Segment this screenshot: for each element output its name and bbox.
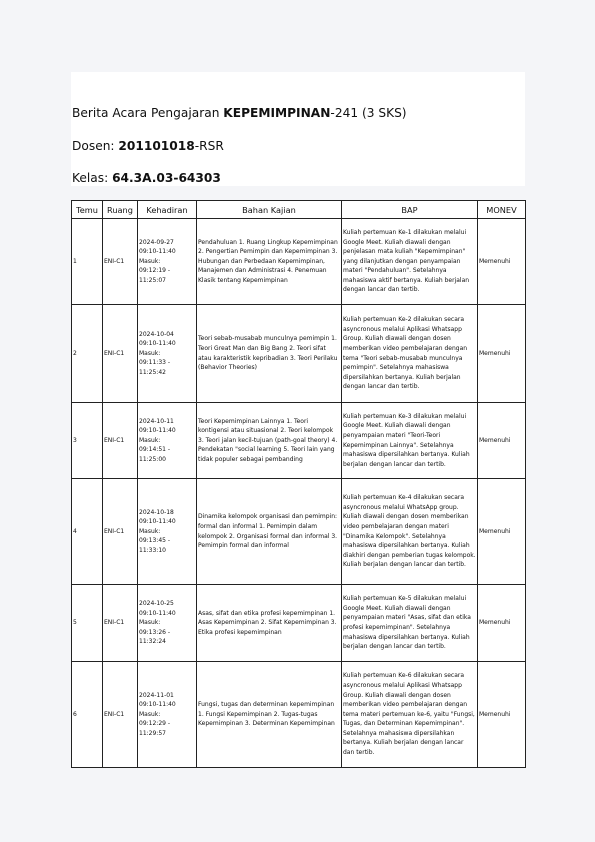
table-row <box>72 585 526 662</box>
cell-kehadiran <box>138 662 197 768</box>
cell-kehadiran <box>138 305 197 403</box>
table-row <box>72 219 526 305</box>
cell-monev: Memenuhi <box>478 305 526 403</box>
kehadiran-masuk-label: Masuk: <box>139 527 161 535</box>
cell-temu: 2 <box>72 305 103 403</box>
title-prefix: Berita Acara Pengajaran <box>72 106 224 120</box>
cell-bahan-kajian: Fungsi, tugas dan determinan kepemimpinan 1. Fungsi Kepemimpinan 2. Tugas-tugas Kepemimpinan 3. Determinan Kepemimpinan <box>197 662 342 768</box>
cell-monev: Memenuhi <box>478 479 526 585</box>
kehadiran-masuk-label: Masuk: <box>139 257 161 265</box>
header-bahan-kajian: Bahan Kajian <box>197 201 342 219</box>
course-suffix: -241 (3 SKS) <box>330 106 407 120</box>
kehadiran-jam: 09:10-11:40 <box>139 248 176 256</box>
header-panel <box>71 72 525 186</box>
kehadiran-masuk-label: Masuk: <box>139 349 161 357</box>
dosen-label: Dosen: <box>72 139 119 153</box>
course-name: KEPEMIMPINAN <box>223 106 331 120</box>
table-row <box>72 403 526 479</box>
kehadiran-keluar: 11:32:24 <box>139 638 166 646</box>
kehadiran-masuk: 09:12:29 - <box>139 720 171 728</box>
kehadiran-masuk: 09:11:33 - <box>139 359 171 367</box>
kehadiran-keluar: 11:25:00 <box>139 455 166 463</box>
header-ruang: Ruang <box>103 201 138 219</box>
kehadiran-masuk: 09:14:51 - <box>139 446 171 454</box>
cell-temu: 4 <box>72 479 103 585</box>
cell-bahan-kajian: Pendahuluan 1. Ruang Lingkup Kepemimpinan 2. Pengertian Pemimpin dan Kepemimpinan 3. Hubungan dan Perbedaan Kepemimpinan, Manajemen dan Administrasi 4. Penemuan Klasik tentang Kepemimpinan <box>197 219 342 305</box>
kelas-label: Kelas: <box>72 171 113 185</box>
cell-ruang: ENI-C1 <box>103 305 138 403</box>
table-row <box>72 305 526 403</box>
header-temu: Temu <box>72 201 103 219</box>
kehadiran-jam: 09:10-11:40 <box>139 701 176 709</box>
bap-table <box>71 200 526 768</box>
cell-ruang: ENI-C1 <box>103 662 138 768</box>
cell-kehadiran <box>138 219 197 305</box>
cell-kehadiran <box>138 585 197 662</box>
dosen-id: 201101018 <box>118 139 195 153</box>
kehadiran-tanggal: 2024-10-04 <box>139 330 174 338</box>
kehadiran-keluar: 11:33:10 <box>139 546 166 554</box>
cell-monev: Memenuhi <box>478 585 526 662</box>
kehadiran-masuk: 09:12:19 - <box>139 267 171 275</box>
kehadiran-masuk: 09:13:45 - <box>139 537 171 545</box>
kehadiran-masuk-label: Masuk: <box>139 710 161 718</box>
cell-bap: Kuliah pertemuan Ke-1 dilakukan melalui Google Meet. Kuliah diawali dengan penjelasan mata kuliah "Kepemimpinan" yang dilanjutkan dengan penyampaian materi "Pendahuluan". Setelahnya mahasiswa aktif bertanya. Kuliah berjalan dengan lancar dan tertib. <box>342 219 478 305</box>
kehadiran-masuk-label: Masuk: <box>139 619 161 627</box>
kehadiran-jam: 09:10-11:40 <box>139 427 176 435</box>
kehadiran-tanggal: 2024-10-25 <box>139 600 174 608</box>
table-row <box>72 479 526 585</box>
kehadiran-keluar: 11:25:07 <box>139 276 166 284</box>
kelas-line <box>72 171 221 185</box>
kehadiran-tanggal: 2024-11-01 <box>139 691 174 699</box>
dosen-line <box>72 139 224 153</box>
cell-temu: 5 <box>72 585 103 662</box>
dosen-suffix: -RSR <box>194 139 224 153</box>
cell-ruang: ENI-C1 <box>103 585 138 662</box>
kehadiran-tanggal: 2024-09-27 <box>139 238 174 246</box>
cell-kehadiran <box>138 403 197 479</box>
cell-bap: Kuliah pertemuan Ke-6 dilakukan secara asyncronous melalui Aplikasi Whatsapp Group. Kuliah diawali dengan dosen memberikan video pembelajaran dengan tema materi pertemuan ke-6, yaitu "Fungsi, Tugas, dan Determinan Kepemimpinan". Setelahnya mahasiswa dipersilahkan bertanya. Kuliah berjalan dengan lancar dan tertib. <box>342 662 478 768</box>
cell-ruang: ENI-C1 <box>103 219 138 305</box>
cell-bap: Kuliah pertemuan Ke-4 dilakukan secara asyncronous melalui WhatsApp group. Kuliah diawali dengan dosen memberikan video pembelajaran dengan materi "Dinamika Kelompok". Setelahnya mahasiswa dipersilahkan bertanya. Kuliah diakhiri dengan pemberian tugas kelompok. Kuliah berjalan dengan lancar dan tertib. <box>342 479 478 585</box>
cell-bahan-kajian: Dinamika kelompok organisasi dan pemimpin: formal dan informal 1. Pemimpin dalam kelompok 2. Organisasi formal dan informal 3. Pemimpin formal dan informal <box>197 479 342 585</box>
cell-monev: Memenuhi <box>478 219 526 305</box>
kehadiran-tanggal: 2024-10-18 <box>139 508 174 516</box>
kehadiran-jam: 09:10-11:40 <box>139 609 176 617</box>
document-title <box>72 106 407 120</box>
header-kehadiran: Kehadiran <box>138 201 197 219</box>
cell-temu: 3 <box>72 403 103 479</box>
cell-monev: Memenuhi <box>478 403 526 479</box>
cell-temu: 6 <box>72 662 103 768</box>
table-row <box>72 662 526 768</box>
cell-ruang: ENI-C1 <box>103 479 138 585</box>
cell-bahan-kajian: Asas, sifat dan etika profesi kepemimpinan 1. Asas Kepemimpinan 2. Sifat Kepemimpinan 3. Etika profesi kepemimpinan <box>197 585 342 662</box>
kehadiran-jam: 09:10-11:40 <box>139 518 176 526</box>
cell-monev: Memenuhi <box>478 662 526 768</box>
cell-bahan-kajian: Teori Kepemimpinan Lainnya 1. Teori kontigensi atau situasional 2. Teori kelompok 3. Teori jalan kecil-tujuan (path-goal theory) 4. Pendekatan "social learning 5. Teori lain yang tidak populer sebagai pembanding <box>197 403 342 479</box>
cell-temu: 1 <box>72 219 103 305</box>
cell-bahan-kajian: Teori sebab-musabab munculnya pemimpin 1. Teori Great Man dan Big Bang 2. Teori sifat atau karakteristik kepribadian 3. Teori Perilaku (Behavior Theories) <box>197 305 342 403</box>
cell-kehadiran <box>138 479 197 585</box>
kehadiran-tanggal: 2024-10-11 <box>139 417 174 425</box>
table-header-row <box>72 201 526 219</box>
kehadiran-masuk-label: Masuk: <box>139 436 161 444</box>
kehadiran-masuk: 09:13:26 - <box>139 628 171 636</box>
header-monev: MONEV <box>478 201 526 219</box>
kehadiran-keluar: 11:29:57 <box>139 729 166 737</box>
cell-ruang: ENI-C1 <box>103 403 138 479</box>
cell-bap: Kuliah pertemuan Ke-5 dilakukan melalui Google Meet. Kuliah diawali dengan penyampaian materi "Asas, sifat dan etika profesi kepemimpinan". Setelahnya mahasiswa dipersilahkan bertanya. Kuliah berjalan dengan lancar dan tertib. <box>342 585 478 662</box>
kehadiran-keluar: 11:25:42 <box>139 368 166 376</box>
header-bap: BAP <box>342 201 478 219</box>
cell-bap: Kuliah pertemuan Ke-2 dilakukan secara asyncronous melalui Aplikasi Whatsapp Group. Kuliah diawali dengan dosen memberikan video pembelajaran dengan tema "Teori sebab-musabab munculnya pemimpin". Setelahnya mahasiswa dipersilahkan bertanya. Kuliah berjalan dengan lancar dan tertib. <box>342 305 478 403</box>
kehadiran-jam: 09:10-11:40 <box>139 340 176 348</box>
kelas-value: 64.3A.03-64303 <box>112 171 221 185</box>
cell-bap: Kuliah pertemuan Ke-3 dilakukan melalui Google Meet. Kuliah diawali dengan penyampaian materi "Teori-Teori Kepemimpinan Lainnya". Setelahnya mahasiswa dipersilahkan bertanya. Kuliah berjalan dengan lancar dan tertib. <box>342 403 478 479</box>
